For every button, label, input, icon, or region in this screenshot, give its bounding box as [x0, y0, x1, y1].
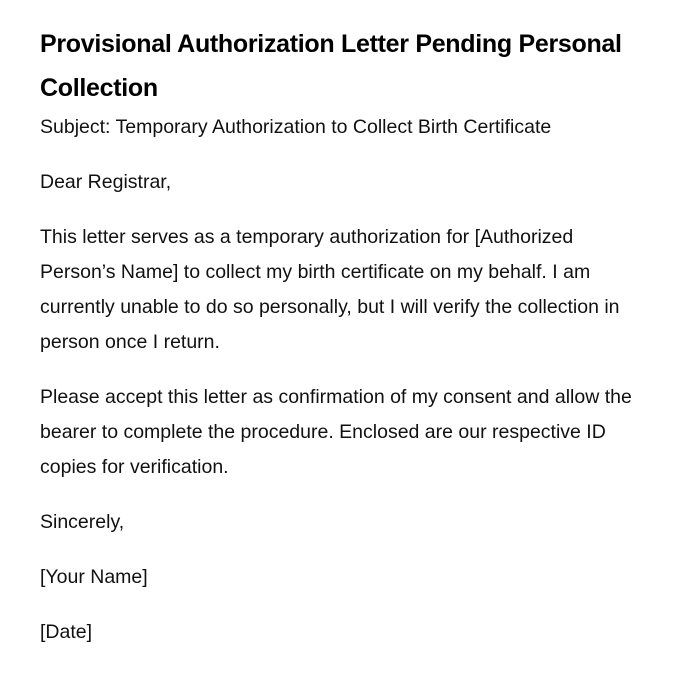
letter-greeting: Dear Registrar, [40, 171, 172, 193]
letter-closing: Sincerely, [40, 511, 125, 533]
letter-document [40, 22, 650, 650]
letter-subject: Subject: Temporary Authorization to Collect Birth Certificate [40, 116, 552, 138]
signer-name-placeholder: [Your Name] [40, 566, 148, 588]
letter-paragraph-1: This letter serves as a temporary authorization for [Authorized Person’s Name] to collect my birth certificate on my behalf. I am currently unable to do so personally, but I will verify the collection in person once I return. [40, 226, 620, 353]
date-placeholder: [Date] [40, 621, 93, 643]
letter-paragraph-2: Please accept this letter as confirmation of my consent and allow the bearer to complete the procedure. Enclosed are our respective ID copies for verification. [40, 386, 632, 478]
letter-title: Provisional Authorization Letter Pending Personal Collection [40, 30, 622, 102]
